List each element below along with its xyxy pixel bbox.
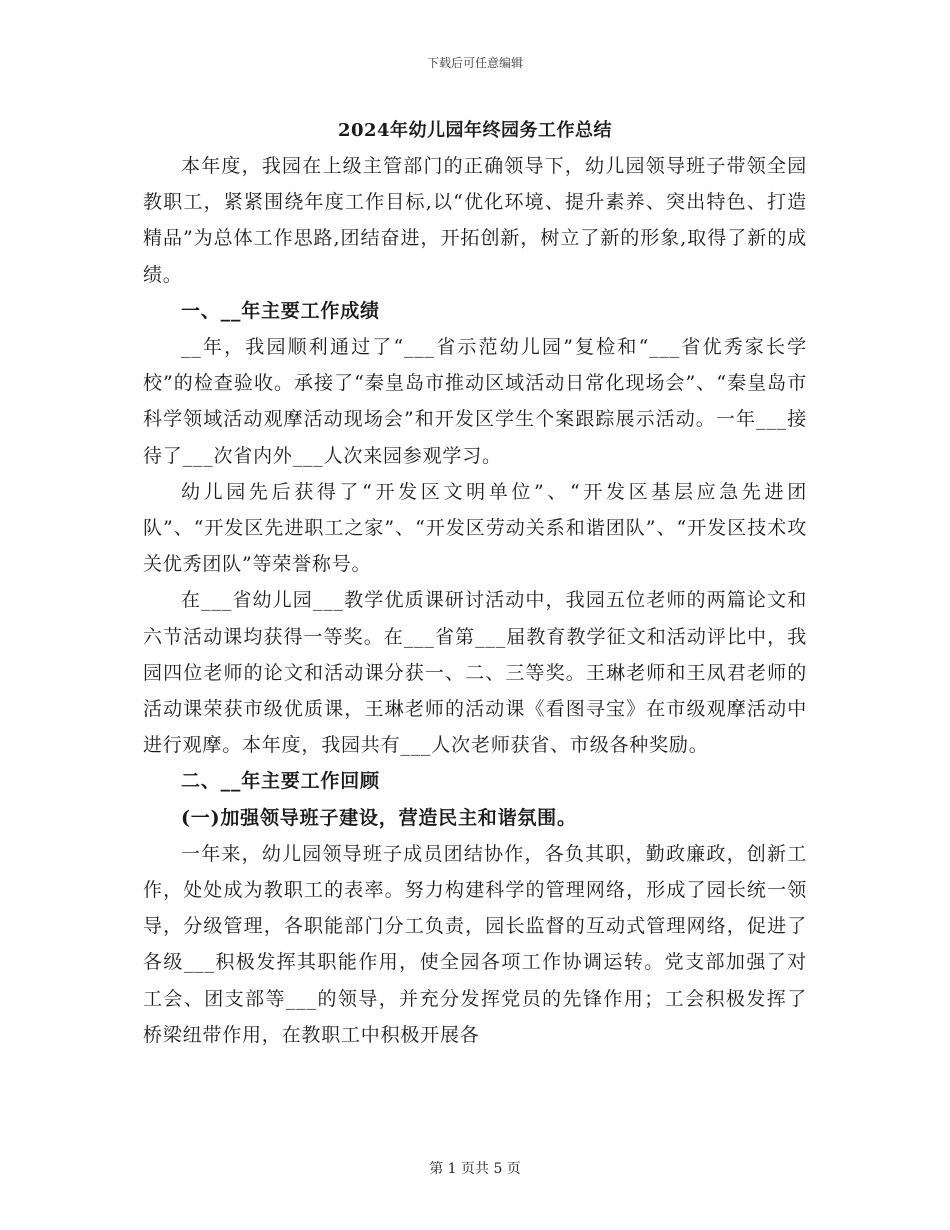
paragraph-leadership: 一年来，幼儿园领导班子成员团结协作，各负其职，勤政廉政，创新工作，处处成为教职工的表率。努力构建科学的管理网络，形成了园长统一领导，分级管理，各职能部门分工负责，园长监督的互动式管理网络，促进了各级___积极发挥其职能作用，使全园各项工作协调运转。党支部加强了对工会、团支部等___的领导，并充分发挥党员的先锋作用；工会积极发挥了桥梁纽带作用，在教职工中积极开展各 <box>143 842 807 1046</box>
subsection-heading-1: (一)加强领导班子建设，营造民主和谐氛围。 <box>181 806 577 829</box>
paragraph-awards: 在___省幼儿园___教学优质课研讨活动中，我园五位老师的两篇论文和六节活动课均获得一等奖。在___省第___届教育教学征文和活动评比中，我园四位老师的论文和活动课分获一、二、三等奖。王琳老师和王凤君老师的活动课荣获市级优质课，王琳老师的活动课《看图寻宝》在市级观摩活动中进行观摩。本年度，我园共有___人次老师获省、市级各种奖励。 <box>143 589 807 757</box>
paragraph-intro: 本年度，我园在上级主管部门的正确领导下，幼儿园领导班子带领全园教职工，紧紧围绕年度工作目标,以“优化环境、提升素养、突出特色、打造精品”为总体工作思路,团结奋进，开拓创新，树立了新的形象,取得了新的成绩。 <box>143 155 807 286</box>
document-title: 2024年幼儿园年终园务工作总结 <box>337 120 613 141</box>
section-heading-2: 二、__年主要工作回顾 <box>181 770 380 793</box>
page-number: 第 1 页共 5 页 <box>429 1161 521 1177</box>
header-note: 下载后可任意编辑 <box>426 56 523 70</box>
section-heading-1: 一、__年主要工作成绩 <box>181 299 380 322</box>
document-body <box>143 148 807 1053</box>
paragraph-achievements: __年，我园顺利通过了“___省示范幼儿园”复检和“___省优秀家长学校”的检查验收。承接了“秦皇岛市推动区域活动日常化现场会”、“秦皇岛市科学领域活动观摩活动现场会”和开发区学生个案跟踪展示活动。一年___接待了___次省内外___人次来园参观学习。 <box>143 336 807 467</box>
paragraph-honors: 幼儿园先后获得了“开发区文明单位”、“开发区基层应急先进团队”、“开发区先进职工之家”、“开发区劳动关系和谐团队”、“开发区技术攻关优秀团队”等荣誉称号。 <box>143 480 807 576</box>
